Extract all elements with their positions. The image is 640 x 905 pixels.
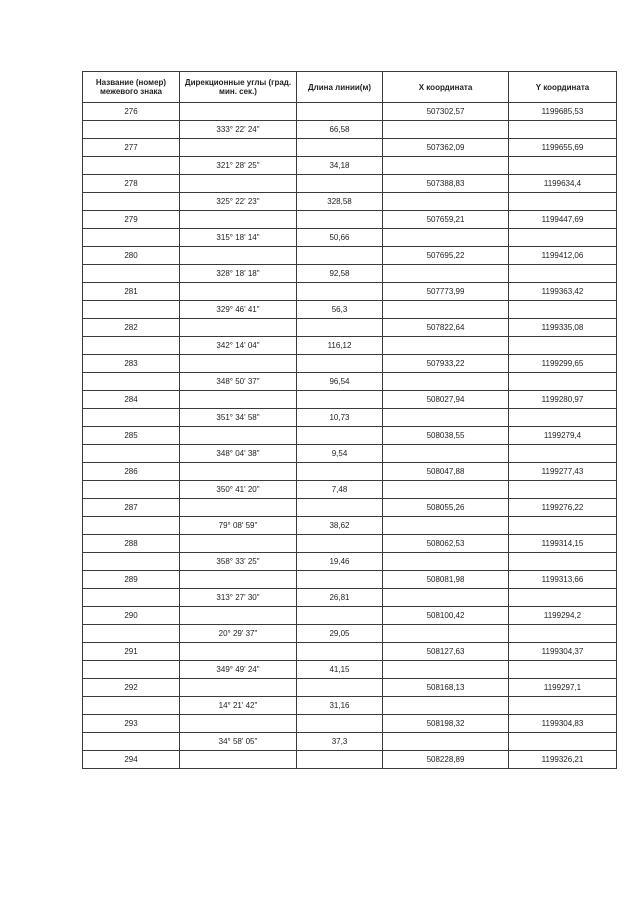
direction-angle-cell: 14° 21' 42" — [180, 697, 297, 715]
empty-cell — [297, 139, 383, 157]
empty-cell — [180, 139, 297, 157]
empty-cell — [180, 715, 297, 733]
table-row — [83, 571, 617, 589]
empty-cell — [297, 499, 383, 517]
empty-cell — [383, 589, 509, 607]
x-coordinate-cell: 508027,94 — [383, 391, 509, 409]
direction-angle-cell: 358° 33' 25" — [180, 553, 297, 571]
line-length-cell: 96,54 — [297, 373, 383, 391]
empty-cell — [180, 499, 297, 517]
empty-cell — [383, 265, 509, 283]
empty-cell — [383, 445, 509, 463]
table-row — [83, 589, 617, 607]
line-length-cell: 92,58 — [297, 265, 383, 283]
line-length-cell: 66,58 — [297, 121, 383, 139]
table-header-row — [83, 72, 617, 103]
empty-cell — [509, 229, 617, 247]
table-row — [83, 661, 617, 679]
empty-cell — [180, 319, 297, 337]
mark-name-cell: 286 — [83, 463, 180, 481]
empty-cell — [83, 481, 180, 499]
empty-cell — [297, 715, 383, 733]
y-coordinate-cell: 1199363,42 — [509, 283, 617, 301]
y-coordinate-cell: 1199297,1 — [509, 679, 617, 697]
empty-cell — [509, 337, 617, 355]
empty-cell — [180, 463, 297, 481]
mark-name-cell: 283 — [83, 355, 180, 373]
empty-cell — [297, 679, 383, 697]
line-length-cell: 34,18 — [297, 157, 383, 175]
table-row — [83, 445, 617, 463]
empty-cell — [297, 463, 383, 481]
empty-cell — [297, 103, 383, 121]
empty-cell — [83, 409, 180, 427]
direction-angle-cell: 333° 22' 24" — [180, 121, 297, 139]
table-row — [83, 211, 617, 229]
mark-name-cell: 282 — [83, 319, 180, 337]
x-coordinate-cell: 508100,42 — [383, 607, 509, 625]
empty-cell — [509, 121, 617, 139]
empty-cell — [509, 517, 617, 535]
line-length-cell: 116,12 — [297, 337, 383, 355]
y-coordinate-cell: 1199412,06 — [509, 247, 617, 265]
direction-angle-cell: 350° 41' 20" — [180, 481, 297, 499]
empty-cell — [509, 589, 617, 607]
empty-cell — [83, 373, 180, 391]
mark-name-cell: 277 — [83, 139, 180, 157]
x-coordinate-cell: 507302,57 — [383, 103, 509, 121]
x-coordinate-cell: 507362,09 — [383, 139, 509, 157]
table-row — [83, 517, 617, 535]
empty-cell — [383, 481, 509, 499]
mark-name-cell: 281 — [83, 283, 180, 301]
x-coordinate-cell: 507388,83 — [383, 175, 509, 193]
y-coordinate-cell: 1199304,83 — [509, 715, 617, 733]
mark-name-cell: 293 — [83, 715, 180, 733]
x-coordinate-cell: 508127,63 — [383, 643, 509, 661]
direction-angle-cell: 34° 58' 05" — [180, 733, 297, 751]
mark-name-cell: 278 — [83, 175, 180, 193]
line-length-cell: 328,58 — [297, 193, 383, 211]
table-row — [83, 625, 617, 643]
table-row — [83, 301, 617, 319]
table-row — [83, 427, 617, 445]
x-coordinate-cell: 507822,64 — [383, 319, 509, 337]
empty-cell — [383, 697, 509, 715]
table-row — [83, 355, 617, 373]
line-length-cell: 56,3 — [297, 301, 383, 319]
table-row — [83, 463, 617, 481]
empty-cell — [180, 211, 297, 229]
header-mark-name: Название (номер) межевого знака — [83, 72, 180, 103]
empty-cell — [297, 607, 383, 625]
empty-cell — [180, 175, 297, 193]
empty-cell — [83, 625, 180, 643]
empty-cell — [297, 643, 383, 661]
table-row — [83, 679, 617, 697]
table-row — [83, 373, 617, 391]
empty-cell — [180, 607, 297, 625]
y-coordinate-cell: 1199314,15 — [509, 535, 617, 553]
empty-cell — [297, 175, 383, 193]
table-row — [83, 553, 617, 571]
empty-cell — [383, 625, 509, 643]
line-length-cell: 50,66 — [297, 229, 383, 247]
empty-cell — [83, 589, 180, 607]
empty-cell — [83, 661, 180, 679]
empty-cell — [180, 103, 297, 121]
direction-angle-cell: 349° 49' 24" — [180, 661, 297, 679]
mark-name-cell: 287 — [83, 499, 180, 517]
table-row — [83, 391, 617, 409]
empty-cell — [297, 319, 383, 337]
x-coordinate-cell: 508228,89 — [383, 751, 509, 769]
y-coordinate-cell: 1199447,69 — [509, 211, 617, 229]
x-coordinate-cell: 507695,22 — [383, 247, 509, 265]
empty-cell — [509, 445, 617, 463]
table-row — [83, 193, 617, 211]
empty-cell — [297, 247, 383, 265]
line-length-cell: 10,73 — [297, 409, 383, 427]
empty-cell — [383, 301, 509, 319]
empty-cell — [83, 157, 180, 175]
table-row — [83, 697, 617, 715]
table-row — [83, 337, 617, 355]
line-length-cell: 41,15 — [297, 661, 383, 679]
direction-angle-cell: 79° 08' 59" — [180, 517, 297, 535]
line-length-cell: 29,05 — [297, 625, 383, 643]
empty-cell — [297, 571, 383, 589]
table-row — [83, 103, 617, 121]
empty-cell — [383, 337, 509, 355]
direction-angle-cell: 348° 50' 37" — [180, 373, 297, 391]
empty-cell — [297, 211, 383, 229]
y-coordinate-cell: 1199304,37 — [509, 643, 617, 661]
mark-name-cell: 276 — [83, 103, 180, 121]
empty-cell — [83, 301, 180, 319]
empty-cell — [83, 229, 180, 247]
empty-cell — [83, 445, 180, 463]
y-coordinate-cell: 1199299,65 — [509, 355, 617, 373]
empty-cell — [509, 301, 617, 319]
table-row — [83, 157, 617, 175]
empty-cell — [180, 391, 297, 409]
mark-name-cell: 288 — [83, 535, 180, 553]
empty-cell — [180, 679, 297, 697]
empty-cell — [297, 535, 383, 553]
empty-cell — [83, 697, 180, 715]
line-length-cell: 31,16 — [297, 697, 383, 715]
header-direction-angle: Дирекционные углы (град. мин. сек.) — [180, 72, 297, 103]
empty-cell — [180, 643, 297, 661]
direction-angle-cell: 348° 04' 38" — [180, 445, 297, 463]
y-coordinate-cell: 1199279,4 — [509, 427, 617, 445]
x-coordinate-cell: 508168,13 — [383, 679, 509, 697]
direction-angle-cell: 328° 18' 18" — [180, 265, 297, 283]
table-row — [83, 607, 617, 625]
line-length-cell: 7,48 — [297, 481, 383, 499]
line-length-cell: 38,62 — [297, 517, 383, 535]
empty-cell — [83, 733, 180, 751]
y-coordinate-cell: 1199326,21 — [509, 751, 617, 769]
direction-angle-cell: 321° 28' 25" — [180, 157, 297, 175]
empty-cell — [83, 517, 180, 535]
mark-name-cell: 279 — [83, 211, 180, 229]
x-coordinate-cell: 508081,98 — [383, 571, 509, 589]
empty-cell — [297, 355, 383, 373]
table-row — [83, 715, 617, 733]
y-coordinate-cell: 1199634,4 — [509, 175, 617, 193]
line-length-cell: 37,3 — [297, 733, 383, 751]
empty-cell — [383, 121, 509, 139]
empty-cell — [509, 193, 617, 211]
direction-angle-cell: 329° 46' 41" — [180, 301, 297, 319]
boundary-marks-table — [82, 71, 617, 769]
x-coordinate-cell: 508062,53 — [383, 535, 509, 553]
direction-angle-cell: 325° 22' 23" — [180, 193, 297, 211]
x-coordinate-cell: 507659,21 — [383, 211, 509, 229]
empty-cell — [297, 391, 383, 409]
empty-cell — [83, 193, 180, 211]
header-x-coordinate: X координата — [383, 72, 509, 103]
empty-cell — [180, 355, 297, 373]
mark-name-cell: 291 — [83, 643, 180, 661]
empty-cell — [83, 121, 180, 139]
empty-cell — [509, 625, 617, 643]
empty-cell — [509, 409, 617, 427]
table-row — [83, 409, 617, 427]
table-row — [83, 733, 617, 751]
line-length-cell: 19,46 — [297, 553, 383, 571]
empty-cell — [383, 229, 509, 247]
y-coordinate-cell: 1199277,43 — [509, 463, 617, 481]
table-row — [83, 265, 617, 283]
empty-cell — [383, 733, 509, 751]
x-coordinate-cell: 508198,32 — [383, 715, 509, 733]
empty-cell — [83, 553, 180, 571]
line-length-cell: 9,54 — [297, 445, 383, 463]
mark-name-cell: 290 — [83, 607, 180, 625]
empty-cell — [180, 283, 297, 301]
empty-cell — [509, 553, 617, 571]
table-row — [83, 319, 617, 337]
empty-cell — [383, 517, 509, 535]
direction-angle-cell: 315° 18' 14" — [180, 229, 297, 247]
y-coordinate-cell: 1199294,2 — [509, 607, 617, 625]
empty-cell — [180, 427, 297, 445]
empty-cell — [383, 553, 509, 571]
empty-cell — [383, 661, 509, 679]
y-coordinate-cell: 1199276,22 — [509, 499, 617, 517]
empty-cell — [180, 751, 297, 769]
x-coordinate-cell: 507933,22 — [383, 355, 509, 373]
empty-cell — [509, 157, 617, 175]
empty-cell — [83, 337, 180, 355]
mark-name-cell: 289 — [83, 571, 180, 589]
y-coordinate-cell: 1199335,08 — [509, 319, 617, 337]
table-row — [83, 121, 617, 139]
empty-cell — [383, 157, 509, 175]
y-coordinate-cell: 1199280,97 — [509, 391, 617, 409]
mark-name-cell: 284 — [83, 391, 180, 409]
x-coordinate-cell: 507773,99 — [383, 283, 509, 301]
table-row — [83, 229, 617, 247]
empty-cell — [180, 247, 297, 265]
empty-cell — [509, 265, 617, 283]
header-y-coordinate: Y координата — [509, 72, 617, 103]
y-coordinate-cell: 1199313,66 — [509, 571, 617, 589]
mark-name-cell: 292 — [83, 679, 180, 697]
mark-name-cell: 285 — [83, 427, 180, 445]
empty-cell — [180, 535, 297, 553]
table-row — [83, 751, 617, 769]
x-coordinate-cell: 508055,26 — [383, 499, 509, 517]
empty-cell — [297, 751, 383, 769]
empty-cell — [83, 265, 180, 283]
table-row — [83, 643, 617, 661]
y-coordinate-cell: 1199655,69 — [509, 139, 617, 157]
empty-cell — [509, 733, 617, 751]
table-row — [83, 499, 617, 517]
x-coordinate-cell: 508047,88 — [383, 463, 509, 481]
table-row — [83, 283, 617, 301]
mark-name-cell: 294 — [83, 751, 180, 769]
table-body — [83, 103, 617, 769]
table-row — [83, 481, 617, 499]
empty-cell — [180, 571, 297, 589]
empty-cell — [509, 373, 617, 391]
empty-cell — [297, 283, 383, 301]
empty-cell — [383, 193, 509, 211]
header-line-length: Длина линии(м) — [297, 72, 383, 103]
table-row — [83, 139, 617, 157]
empty-cell — [383, 373, 509, 391]
direction-angle-cell: 20° 29' 37" — [180, 625, 297, 643]
empty-cell — [383, 409, 509, 427]
line-length-cell: 26,81 — [297, 589, 383, 607]
empty-cell — [509, 661, 617, 679]
empty-cell — [297, 427, 383, 445]
direction-angle-cell: 313° 27' 30" — [180, 589, 297, 607]
table-row — [83, 535, 617, 553]
mark-name-cell: 280 — [83, 247, 180, 265]
y-coordinate-cell: 1199685,53 — [509, 103, 617, 121]
direction-angle-cell: 351° 34' 58" — [180, 409, 297, 427]
empty-cell — [509, 481, 617, 499]
table-row — [83, 247, 617, 265]
x-coordinate-cell: 508038,55 — [383, 427, 509, 445]
empty-cell — [509, 697, 617, 715]
table-row — [83, 175, 617, 193]
direction-angle-cell: 342° 14' 04" — [180, 337, 297, 355]
